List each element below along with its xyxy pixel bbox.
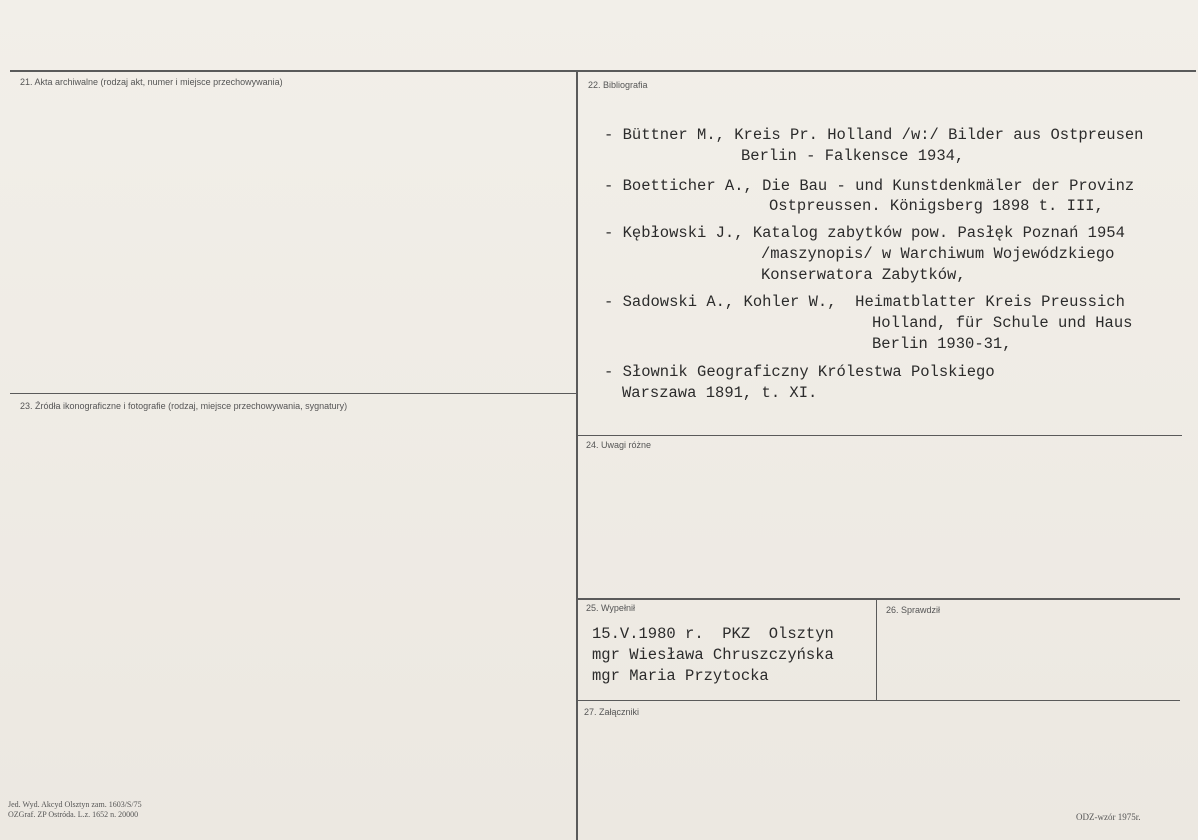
entry-line: Berlin - Falkensce 1934, — [741, 147, 965, 165]
entry-line: Konserwatora Zabytków, — [761, 266, 966, 284]
bibliography-bottom-rule — [578, 435, 1182, 436]
field-26-label: 26. Sprawdził — [886, 605, 941, 615]
entry-line: - Büttner M., Kreis Pr. Holland /w:/ Bilder aus Ostpreusen — [604, 126, 1144, 144]
center-divider — [576, 72, 578, 840]
top-rule — [10, 70, 1196, 72]
field-22-label: 22. Bibliografia — [588, 80, 648, 90]
template-mark: ODZ-wzór 1975r. — [1076, 812, 1141, 822]
entry-line: - Sadowski A., Kohler W., Heimatblatter Kreis Preussich — [604, 293, 1125, 311]
print-info-line: Jed. Wyd. Akcyd Olsztyn zam. 1603/S/75 — [8, 800, 142, 809]
field-25-label: 25. Wypełnił — [586, 603, 635, 613]
entry-line: - Kębłowski J., Katalog zabytków pow. Pasłęk Poznań 1954 — [604, 224, 1125, 242]
print-info — [8, 800, 142, 820]
filled-by-name-2: mgr Maria Przytocka — [592, 667, 769, 685]
field-21-label: 21. Akta archiwalne (rodzaj akt, numer i miejsce przechowywania) — [20, 77, 283, 87]
field-27-label: 27. Załączniki — [584, 707, 640, 717]
entry-line: - Boetticher A., Die Bau - und Kunstdenkmäler der Provinz — [604, 177, 1135, 195]
remarks-bottom-rule — [578, 598, 1180, 600]
filled-by-name-1: mgr Wiesława Chruszczyńska — [592, 646, 834, 664]
entry-line: Holland, für Schule und Haus — [872, 314, 1133, 332]
entry-line: Ostpreussen. Königsberg 1898 t. III, — [769, 197, 1104, 215]
entry-line: Warszawa 1891, t. XI. — [622, 384, 818, 402]
entry-line: - Słownik Geograficzny Królestwa Polskiego — [604, 363, 995, 381]
filled-by-date-line: 15.V.1980 r. PKZ Olsztyn — [592, 625, 834, 643]
field-23-label: 23. Źródła ikonograficzne i fotografie (rodzaj, miejsce przechowywania, sygnatury) — [20, 401, 348, 411]
field-24-label: 24. Uwagi różne — [586, 440, 652, 450]
left-mid-rule — [10, 393, 576, 394]
attachments-top-rule — [578, 700, 1180, 701]
checked-divider — [876, 600, 877, 700]
entry-line: /maszynopis/ w Warchiwum Wojewódzkiego — [761, 245, 1115, 263]
print-info-line: OZGraf. ZP Ostróda. L.z. 1652 n. 20000 — [8, 810, 139, 819]
entry-line: Berlin 1930-31, — [872, 335, 1012, 353]
